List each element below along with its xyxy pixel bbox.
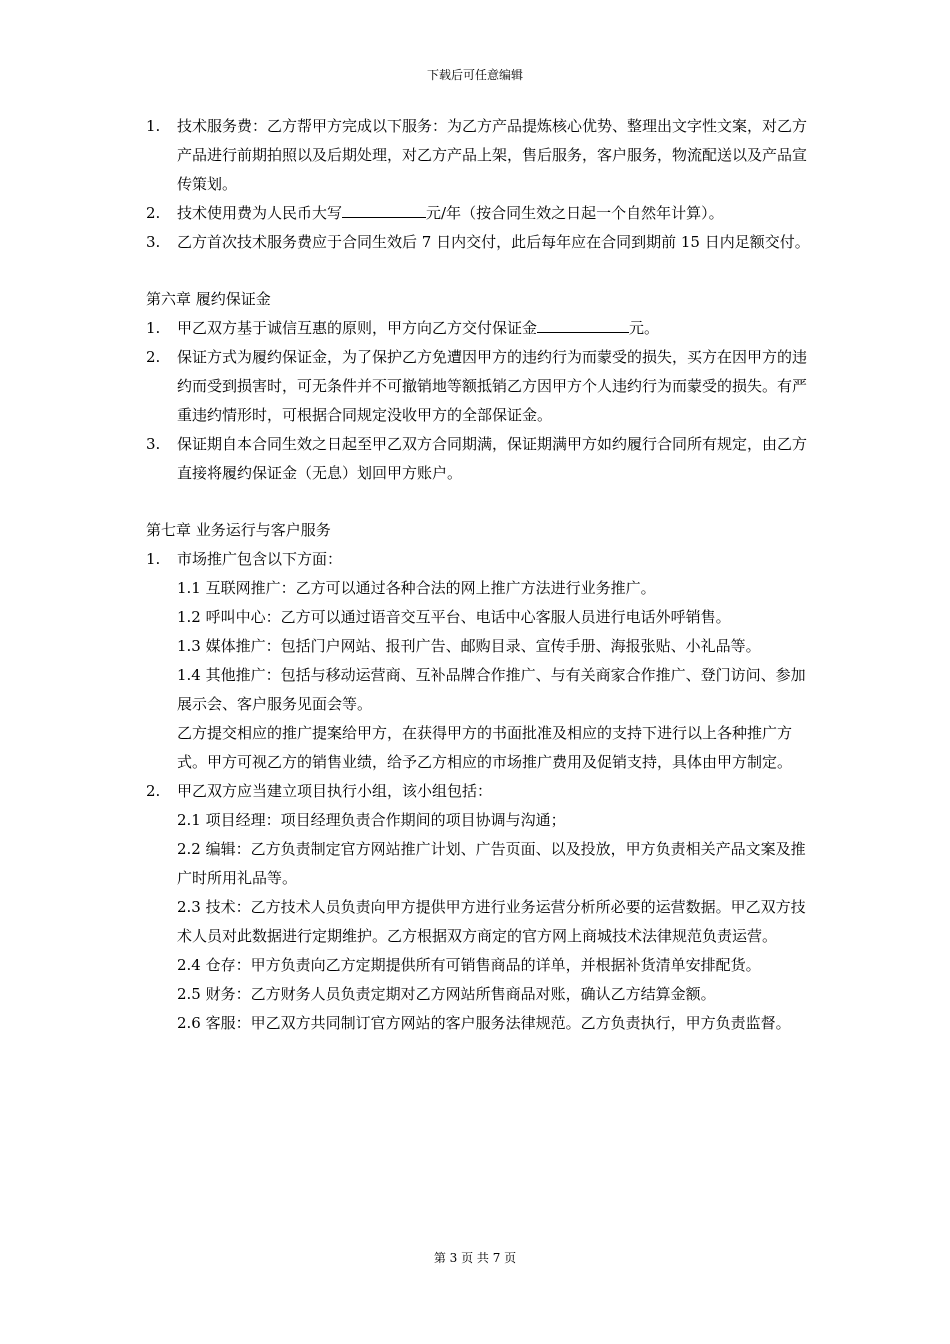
item-number: 2. [146,348,161,366]
page-footer: 第 3 页 共 7 页 [433,1251,517,1265]
sub-item: 2.3 技术：乙方技术人员负责向甲方提供甲方进行业务运营分析所必要的运营数据。甲乙双方技术人员对此数据进行定期维护。乙方根据双方商定的官方网上商城技术法律规范负责运营。 [177,898,806,945]
fill-blank [342,201,426,218]
fill-blank [537,316,629,333]
item-text: 乙方首次技术服务费应于合同生效后 7 日内交付，此后每年应在合同到期前 15 日内足额交付。 [177,233,810,251]
list-item [146,112,814,199]
list-item [146,314,814,343]
item-text: 元/年（按合同生效之日起一个自然年计算）。 [426,204,724,222]
item-text: 技术服务费：乙方帮甲方完成以下服务：为乙方产品提炼核心优势、整理出文字性文案，对乙方产品进行前期拍照以及后期处理，对乙方产品上架，售后服务，客户服务，物流配送以及产品宣传策划。 [177,117,808,193]
item-text: 技术使用费为人民币大写 [177,204,343,222]
sub-item: 2.2 编辑：乙方负责制定官方网站推广计划、广告页面、以及投放，甲方负责相关产品文案及推广时所用礼品等。 [177,840,806,887]
item-number: 3. [146,435,161,453]
item-text: 元。 [629,319,660,337]
sub-item: 2.4 仓存：甲方负责向乙方定期提供所有可销售商品的详单，并根据补货清单安排配货。 [177,956,761,974]
sub-item: 1.1 互联网推广：乙方可以通过各种合法的网上推广方法进行业务推广。 [177,579,656,597]
item-number: 2. [146,782,161,800]
item-text: 甲乙双方基于诚信互惠的原则，甲方向乙方交付保证金 [177,319,538,337]
list-item [146,777,814,806]
chapter-heading: 第七章 业务运行与客户服务 [146,521,331,539]
list-item [146,545,814,574]
item-text: 甲乙双方应当建立项目执行小组，该小组包括： [177,782,493,800]
sub-item: 2.6 客服：甲乙双方共同制订官方网站的客户服务法律规范。乙方负责执行，甲方负责监督。 [177,1014,791,1032]
item-number: 1. [146,319,161,337]
page-header: 下载后可任意编辑 [426,68,523,82]
item-text: 市场推广包含以下方面： [177,550,343,568]
item-text: 保证期自本合同生效之日起至甲乙双方合同期满，保证期满甲方如约履行合同所有规定，由乙方直接将履约保证金（无息）划回甲方账户。 [177,435,808,482]
item-number: 1. [146,117,161,135]
chapter-heading: 第六章 履约保证金 [146,290,271,308]
list-item [146,430,814,488]
sub-item: 2.5 财务：乙方财务人员负责定期对乙方网站所售商品对账，确认乙方结算金额。 [177,985,716,1003]
list-item [146,343,814,430]
item-text: 保证方式为履约保证金，为了保护乙方免遭因甲方的违约行为而蒙受的损失，买方在因甲方的违约而受到损害时，可无条件并不可撤销地等额抵销乙方因甲方个人违约行为而蒙受的损失。有严重违约情形时，可根据合同规定没收甲方的全部保证金。 [177,348,808,424]
list-item [146,228,814,257]
item-number: 3. [146,233,161,251]
sub-item: 1.2 呼叫中心：乙方可以通过语音交互平台、电话中心客服人员进行电话外呼销售。 [177,608,731,626]
list-item [146,199,814,228]
sub-paragraph: 乙方提交相应的推广提案给甲方，在获得甲方的书面批准及相应的支持下进行以上各种推广方式。甲方可视乙方的销售业绩，给予乙方相应的市场推广费用及促销支持，具体由甲方制定。 [177,724,793,771]
item-number: 1. [146,550,161,568]
sub-item: 1.3 媒体推广：包括门户网站、报刊广告、邮购目录、宣传手册、海报张贴、小礼品等。 [177,637,761,655]
sub-item: 1.4 其他推广：包括与移动运营商、互补品牌合作推广、与有关商家合作推广、登门访问、参加展示会、客户服务见面会等。 [177,666,806,713]
sub-item: 2.1 项目经理：项目经理负责合作期间的项目协调与沟通； [177,811,566,829]
item-number: 2. [146,204,161,222]
document-body [146,112,814,1038]
